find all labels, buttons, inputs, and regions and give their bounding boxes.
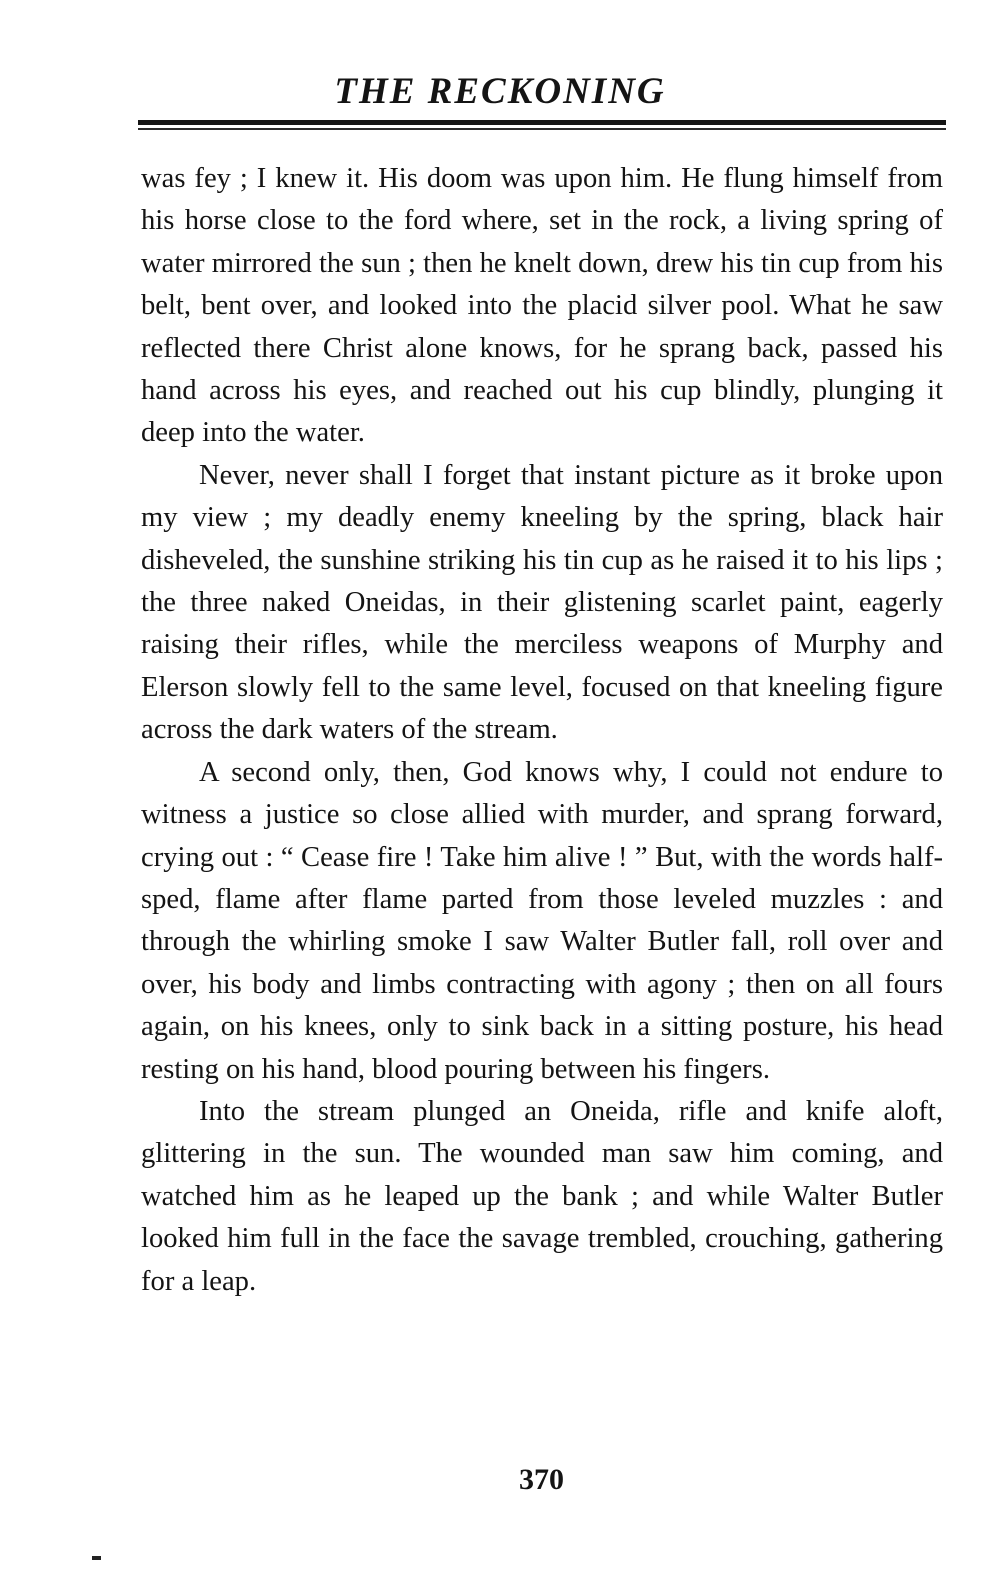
paragraph-2: Never, never shall I forget that instant picture as it broke upon my view ; my deadly enemy kneeling by the spring, black hair disheveled, the sunshine striking his tin cup as he raised it to his lips ; the three naked Oneidas, in their glistening scarlet paint, eagerly raising their rifles, while the merciless weapons of Murphy and Elerson slowly fell to the same level, focused on that kneeling figure across the dark waters of the stream. bbox=[141, 459, 943, 746]
stray-ink-mark bbox=[92, 1556, 101, 1560]
header-rule-thick bbox=[138, 120, 946, 125]
paragraph-3: A second only, then, God knows why, I could not endure to witness a justice so close allied with murder, and sprang forward, crying out : “ Cease fire ! Take him alive ! ” But, with the words half-sped, flame after flame parted from those leveled muzzles : and through the whirling smoke I saw Walter Butler fall, roll over and over, his body and limbs contracting with agony ; then on all fours again, on his knees, only to sink back in a sitting posture, his head resting on his hand, blood pouring between his fingers. bbox=[141, 756, 943, 1085]
paragraph-1: was fey ; I knew it. His doom was upon him. He flung himself from his horse close to the ford where, set in the rock, a living spring of water mirrored the sun ; then he knelt down, drew his tin cup from his belt, bent over, and looked into the placid silver pool. What he saw reflected there Christ alone knows, for he sprang back, passed his hand across his eyes, and reached out his cup blindly, plunging it deep into the water. bbox=[141, 163, 943, 449]
page-number: 370 bbox=[519, 1463, 564, 1496]
running-header: THE RECKONING bbox=[334, 71, 666, 112]
body-text bbox=[141, 158, 943, 1303]
header-rule-thin bbox=[138, 128, 946, 130]
paragraph-4: Into the stream plunged an Oneida, rifle and knife aloft, glittering in the sun. The wounded man saw him coming, and watched him as he leaped up the bank ; and while Walter Butler looked him full in the face the savage trembled, crouching, gathering for a leap. bbox=[141, 1095, 943, 1297]
